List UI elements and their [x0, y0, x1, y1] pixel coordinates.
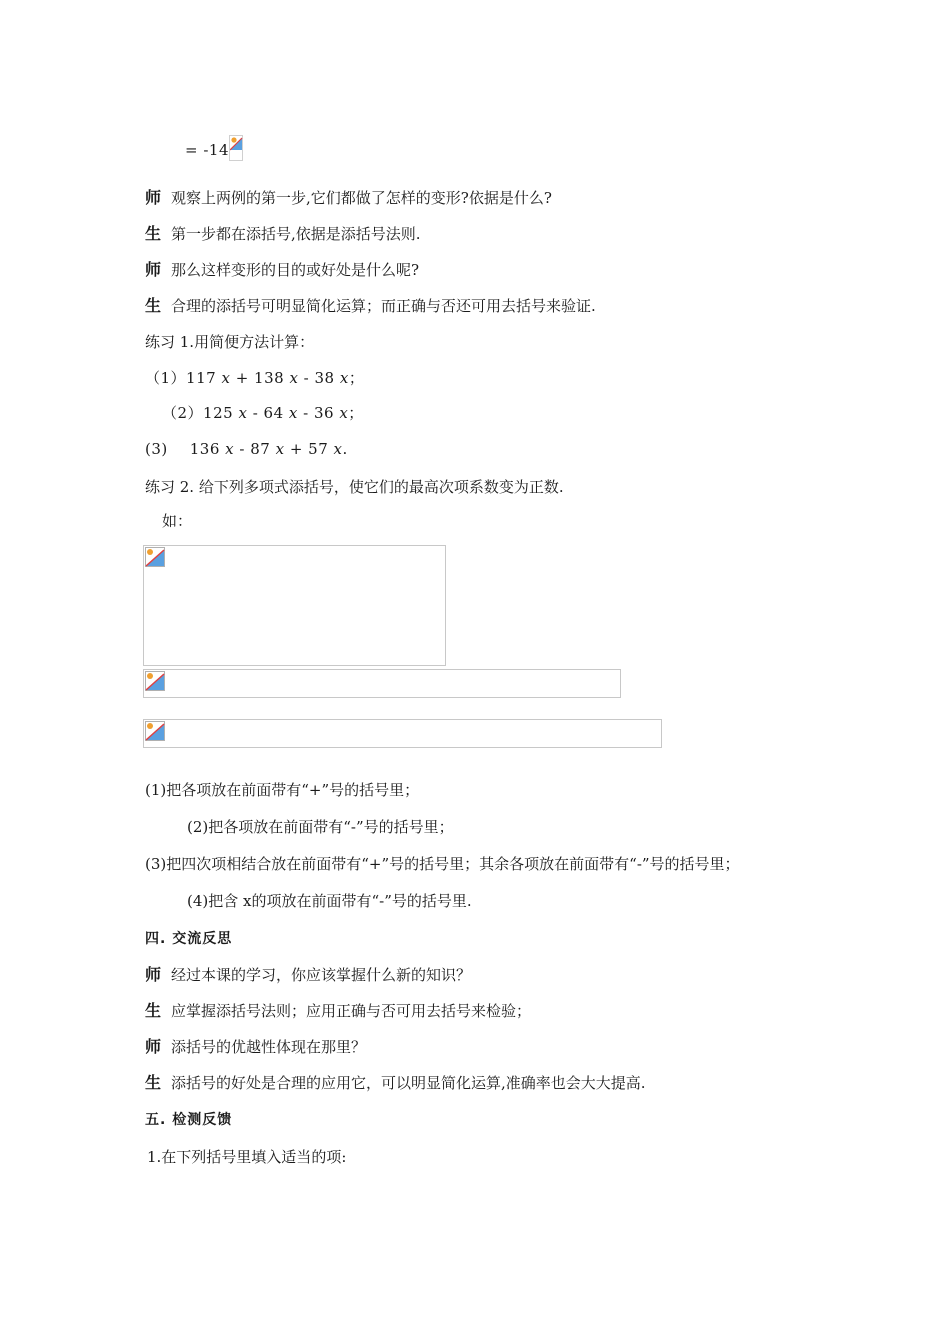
speaker-label: 师 — [145, 188, 162, 207]
example-label: 如： — [162, 512, 193, 530]
question-item: 1.在下列括号里填入适当的项: — [147, 1148, 347, 1166]
image-placeholder — [143, 669, 621, 698]
term: ； — [348, 369, 365, 387]
speaker-label: 师 — [145, 260, 162, 279]
task-item: (3)把四次项相结合放在前面带有“+”号的括号里；其余各项放在前面带有“-”号的括号里； — [145, 855, 740, 873]
variable: x — [221, 369, 231, 387]
term: ； — [348, 404, 364, 422]
broken-image-icon — [229, 135, 243, 161]
speaker-label: 生 — [145, 1073, 162, 1092]
term: - 38 — [298, 369, 340, 387]
broken-image-icon — [145, 547, 165, 567]
item-label: （2） — [162, 404, 204, 422]
dialogue-line — [145, 224, 421, 244]
exercise1-item — [145, 368, 364, 388]
dialogue-text: 观察上两例的第一步,它们都做了怎样的变形?依据是什么? — [171, 189, 552, 207]
task-item: (1)把各项放在前面带有“+”号的括号里； — [145, 781, 420, 799]
exercise1-title: 练习 1.用简便方法计算： — [145, 333, 315, 351]
section-heading: 五. 检测反馈 — [145, 1112, 233, 1128]
variable: x — [339, 404, 349, 422]
equation-result — [185, 135, 243, 161]
item-label: （1） — [145, 369, 187, 387]
variable: x — [333, 440, 343, 458]
term: . — [342, 440, 348, 458]
dialogue-text: 添括号的优越性体现在那里？ — [171, 1038, 367, 1056]
term: + 138 — [230, 369, 290, 387]
speaker-label: 生 — [145, 1001, 162, 1020]
variable: x — [238, 404, 248, 422]
term: 136 — [189, 440, 226, 458]
image-placeholder — [143, 719, 662, 748]
speaker-label: 师 — [145, 965, 162, 984]
dialogue-text: 那么这样变形的目的或好处是什么呢? — [171, 261, 420, 279]
dialogue-text: 经过本课的学习，你应该掌握什么新的知识？ — [171, 966, 472, 984]
dialogue-line — [145, 296, 596, 316]
exercise1-item — [162, 403, 364, 423]
speaker-label: 生 — [145, 224, 162, 243]
dialogue-line — [145, 260, 419, 280]
term: 117 — [186, 369, 222, 387]
dialogue-text: 第一步都在添括号,依据是添括号法则. — [171, 225, 421, 243]
equation-text: = -14 — [185, 141, 229, 159]
dialogue-line — [145, 1073, 646, 1093]
task-item: (4)把含 x的项放在前面带有“-”号的括号里. — [187, 892, 472, 910]
section-heading: 四. 交流反思 — [145, 931, 233, 947]
variable: x — [289, 369, 299, 387]
term: - 36 — [297, 404, 340, 422]
term: + 57 — [284, 440, 334, 458]
dialogue-text: 合理的添括号可明显简化运算；而正确与否还可用去括号来验证. — [171, 297, 596, 315]
task-item: (2)把各项放在前面带有“-”号的括号里； — [187, 818, 454, 836]
term: - 87 — [234, 440, 276, 458]
exercise2-title: 练习 2. 给下列多项式添括号，使它们的最高次项系数变为正数. — [145, 478, 564, 496]
dialogue-line — [145, 965, 471, 985]
variable: x — [288, 404, 298, 422]
variable: x — [225, 440, 235, 458]
exercise1-item — [145, 439, 348, 459]
speaker-label: 师 — [145, 1037, 162, 1056]
dialogue-text: 应掌握添括号法则；应用正确与否可用去括号来检验； — [171, 1002, 532, 1020]
term: 125 — [203, 404, 239, 422]
dialogue-text: 添括号的好处是合理的应用它，可以明显简化运算,准确率也会大大提高. — [171, 1074, 646, 1092]
dialogue-line — [145, 188, 552, 208]
broken-image-icon — [145, 671, 165, 691]
variable: x — [275, 440, 285, 458]
term: - 64 — [247, 404, 289, 422]
broken-image-icon — [145, 721, 165, 741]
dialogue-line — [145, 1001, 531, 1021]
speaker-label: 生 — [145, 296, 162, 315]
item-label: (3) — [145, 440, 168, 458]
dialogue-line — [145, 1037, 366, 1057]
variable: x — [339, 369, 349, 387]
image-placeholder — [143, 545, 446, 666]
